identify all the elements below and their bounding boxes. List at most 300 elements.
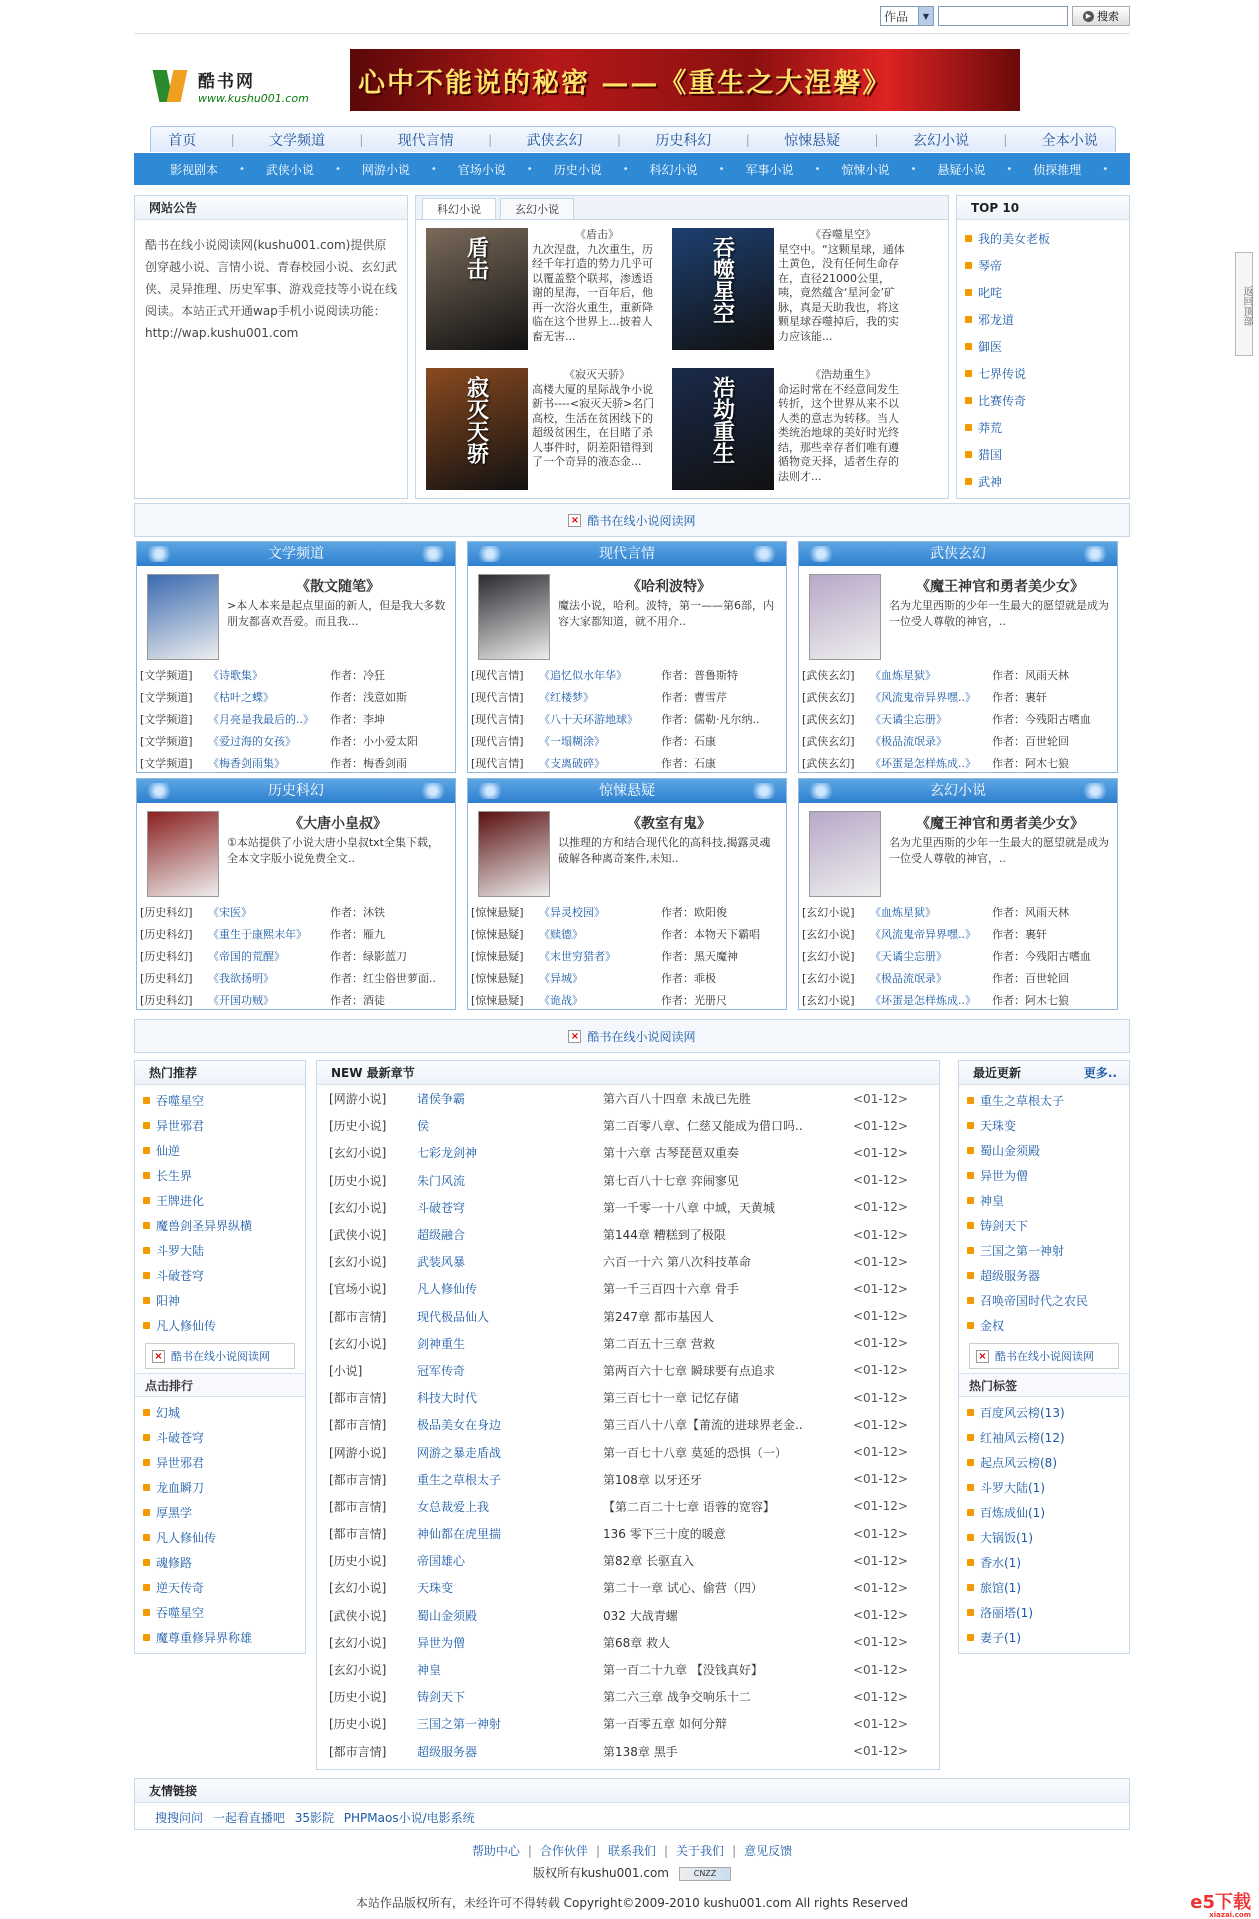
book-cover[interactable] (809, 574, 881, 660)
book-link[interactable]: 《我欲扬明》 (208, 972, 274, 985)
book-link[interactable]: 《天谲尘忘册》 (870, 713, 947, 726)
book-link[interactable]: 《异灵校园》 (539, 906, 605, 919)
hot-item-link[interactable]: 凡人修仙传 (156, 1319, 217, 1333)
book-link[interactable]: 异世为僧 (417, 1635, 466, 1650)
book-link[interactable]: 武装风暴 (417, 1255, 466, 1270)
rank-item-link[interactable]: 凡人修仙传 (156, 1531, 217, 1545)
book-link[interactable]: 七彩龙剑神 (417, 1146, 478, 1161)
book-link[interactable]: 铸剑天下 (417, 1690, 466, 1705)
recent-item[interactable] (967, 1164, 1129, 1189)
book-link[interactable]: 蜀山金须殿 (417, 1608, 478, 1623)
book-title[interactable]: 《哈利波特》 (627, 579, 711, 595)
category-label[interactable]: [惊悚悬疑] (471, 972, 524, 985)
category-label[interactable]: [玄幻小说] (802, 928, 855, 941)
tag-item[interactable] (967, 1401, 1129, 1426)
book-link[interactable]: 剑神重生 (417, 1336, 466, 1351)
rank-item-link[interactable]: 魔尊重修异界称雄 (156, 1631, 253, 1645)
recent-item[interactable] (967, 1289, 1129, 1314)
category-label[interactable]: [历史小说] (329, 1554, 387, 1569)
chapter-link[interactable]: 【第二百二十七章 语蓉的宽容】 (603, 1499, 775, 1514)
channel-title[interactable]: 现代言情 (468, 542, 786, 566)
top10-item-link[interactable]: 邪龙道 (978, 313, 1015, 327)
category-label[interactable]: [武侠玄幻] (802, 713, 855, 726)
book-link[interactable]: 《坏蛋是怎样炼成..》 (870, 994, 976, 1007)
subnav-item[interactable]: 恐 (1129, 162, 1142, 177)
top10-item[interactable] (965, 442, 1129, 469)
book-link[interactable]: 《坏蛋是怎样炼成..》 (870, 757, 976, 770)
hot-item[interactable] (143, 1289, 305, 1314)
hot-item-link[interactable]: 阳神 (156, 1294, 181, 1308)
category-label[interactable]: [小说] (329, 1363, 363, 1378)
tag-item[interactable] (967, 1626, 1129, 1651)
category-label[interactable]: [现代言情] (471, 735, 524, 748)
chapter-link[interactable]: 第二百五十三章 营救 (603, 1336, 715, 1351)
chapter-link[interactable]: 第一百零五章 如何分辩 (603, 1717, 727, 1732)
subnav-item[interactable]: 军事小说 (745, 162, 794, 177)
category-label[interactable]: [玄幻小说] (329, 1663, 387, 1678)
chapter-link[interactable]: 第两百六十七章 瞬球要有点追求 (603, 1363, 775, 1378)
hot-item[interactable] (143, 1164, 305, 1189)
category-label[interactable]: [历史科幻] (140, 972, 193, 985)
tag-item-link[interactable]: 妻子(1) (980, 1631, 1021, 1645)
chapter-link[interactable]: 第七百八十七章 弈闹寥见 (603, 1173, 739, 1188)
ad-bar[interactable]: × 酷书在线小说阅读网 (134, 503, 1130, 537)
channel-title[interactable]: 玄幻小说 (799, 779, 1117, 803)
book-link[interactable]: 《极品流氓录》 (870, 735, 947, 748)
tag-item-link[interactable]: 旅馆(1) (980, 1581, 1021, 1595)
category-label[interactable]: [武侠玄幻] (802, 691, 855, 704)
hot-item[interactable] (143, 1239, 305, 1264)
book-link[interactable]: 帝国雄心 (417, 1554, 466, 1569)
book-link[interactable]: 《枯叶之蝶》 (208, 691, 274, 704)
category-label[interactable]: [历史科幻] (140, 994, 193, 1007)
rank-item[interactable] (143, 1601, 305, 1626)
hot-item[interactable] (143, 1089, 305, 1114)
rank-item[interactable] (143, 1626, 305, 1651)
channel-title[interactable]: 文学频道 (137, 542, 455, 566)
recent-item-link[interactable]: 铸剑天下 (980, 1219, 1029, 1233)
channel-title[interactable]: 历史科幻 (137, 779, 455, 803)
book-link[interactable]: 《末世穷猎者》 (539, 950, 616, 963)
friend-link[interactable]: 搜搜问问 (155, 1811, 204, 1825)
book-link[interactable]: 三国之第一神射 (417, 1717, 502, 1732)
rank-item-link[interactable]: 厚黑学 (156, 1506, 193, 1520)
book-cover[interactable] (672, 368, 774, 490)
book-link[interactable]: 《血炼星狱》 (870, 906, 936, 919)
back-to-top[interactable]: 返回顶部 (1235, 252, 1253, 356)
book-link[interactable]: 《诗歌集》 (208, 669, 263, 682)
category-label[interactable]: [网游小说] (329, 1445, 387, 1460)
category-label[interactable]: [都市言情] (329, 1499, 387, 1514)
category-label[interactable]: [武侠玄幻] (802, 669, 855, 682)
rank-item[interactable] (143, 1451, 305, 1476)
tag-item[interactable] (967, 1451, 1129, 1476)
book-link[interactable]: 《追忆似水年华》 (539, 669, 627, 682)
footer-link[interactable]: 联系我们 (607, 1844, 656, 1858)
channel-title[interactable]: 惊悚悬疑 (468, 779, 786, 803)
chapter-link[interactable]: 第144章 糟糕到了极限 (603, 1228, 726, 1243)
feature-title[interactable]: 《盾击》 (575, 228, 619, 241)
book-link[interactable]: 《诡战》 (539, 994, 583, 1007)
nav-item[interactable]: 历史科幻 (655, 132, 712, 149)
chapter-link[interactable]: 第108章 以牙还牙 (603, 1472, 702, 1487)
friend-link[interactable]: 35影院 (294, 1811, 334, 1825)
book-link[interactable]: 现代极品仙人 (417, 1309, 490, 1324)
book-link[interactable]: 侯 (417, 1119, 430, 1134)
more-link[interactable]: 更多.. (1083, 1066, 1117, 1080)
chapter-link[interactable]: 第138章 黑手 (603, 1744, 678, 1759)
book-link[interactable]: 《风流鬼帝异界嘿..》 (870, 691, 976, 704)
category-label[interactable]: [玄幻小说] (802, 972, 855, 985)
category-label[interactable]: [惊悚悬疑] (471, 994, 524, 1007)
hot-item-link[interactable]: 仙逆 (156, 1144, 181, 1158)
recent-item-link[interactable]: 超级服务器 (980, 1269, 1041, 1283)
category-label[interactable]: [都市言情] (329, 1527, 387, 1542)
ad-small[interactable]: × 酷书在线小说阅读网 (969, 1343, 1119, 1369)
book-link[interactable]: 《天谲尘忘册》 (870, 950, 947, 963)
chapter-link[interactable]: 136 零下三十度的暖意 (603, 1527, 726, 1542)
category-label[interactable]: [玄幻小说] (802, 906, 855, 919)
book-cover[interactable] (426, 228, 528, 350)
hot-item[interactable] (143, 1264, 305, 1289)
footer-link[interactable]: 合作伙伴 (539, 1844, 588, 1858)
tag-item[interactable] (967, 1476, 1129, 1501)
book-link[interactable]: 超级融合 (417, 1228, 466, 1243)
rank-item[interactable] (143, 1401, 305, 1426)
book-link[interactable]: 凡人修仙传 (417, 1282, 478, 1297)
search-type-select[interactable]: 作品 ▼ (880, 6, 934, 26)
top10-item-link[interactable]: 比赛传奇 (978, 394, 1027, 408)
chapter-link[interactable]: 第68章 救人 (603, 1635, 671, 1650)
tag-item[interactable] (967, 1526, 1129, 1551)
tag-item-link[interactable]: 红袖风云榜(12) (980, 1431, 1065, 1445)
category-label[interactable]: [武侠小说] (329, 1608, 387, 1623)
hot-item[interactable] (143, 1314, 305, 1339)
top10-item[interactable] (965, 334, 1129, 361)
rank-item[interactable] (143, 1551, 305, 1576)
top10-item-link[interactable]: 莽荒 (978, 421, 1003, 435)
top10-item-link[interactable]: 武神 (978, 475, 1003, 489)
category-label[interactable]: [文学频道] (140, 691, 193, 704)
rank-item-link[interactable]: 逆天传奇 (156, 1581, 205, 1595)
nav-item[interactable]: 武侠玄幻 (526, 132, 583, 149)
top10-item[interactable] (965, 388, 1129, 415)
book-link[interactable]: 《八十天环游地球》 (539, 713, 638, 726)
book-link[interactable]: 诸侯争霸 (417, 1092, 466, 1107)
hot-item-link[interactable]: 异世邪君 (156, 1119, 205, 1133)
recent-item-link[interactable]: 异世为僧 (980, 1169, 1029, 1183)
subnav-item[interactable]: 官场小说 (457, 162, 506, 177)
chapter-link[interactable]: 第三百八十八章【莆流的进球界老金.. (603, 1418, 803, 1433)
recent-item-link[interactable]: 神皇 (980, 1194, 1005, 1208)
top10-item[interactable] (965, 253, 1129, 280)
hot-item[interactable] (143, 1214, 305, 1239)
subnav-item[interactable]: 惊悚小说 (841, 162, 890, 177)
top10-item-link[interactable]: 猎国 (978, 448, 1003, 462)
category-label[interactable]: [玄幻小说] (802, 950, 855, 963)
rank-item[interactable] (143, 1476, 305, 1501)
book-link[interactable]: 超级服务器 (417, 1744, 478, 1759)
channel-title[interactable]: 武侠玄幻 (799, 542, 1117, 566)
book-link[interactable]: 《帝国的荒醒》 (208, 950, 285, 963)
book-link[interactable]: 《一塌糊涂》 (539, 735, 605, 748)
recent-item-link[interactable]: 重生之草根太子 (980, 1094, 1065, 1108)
book-link[interactable]: 《支离破碎》 (539, 757, 605, 770)
recent-item[interactable] (967, 1114, 1129, 1139)
top10-item-link[interactable]: 御医 (978, 340, 1003, 354)
chapter-link[interactable]: 第三百七十一章 记忆存储 (603, 1391, 739, 1406)
feature-tab[interactable]: 科幻小说 (422, 198, 496, 219)
book-link[interactable]: 《重生于康熙末年》 (208, 928, 307, 941)
chapter-link[interactable]: 第一百二十九章 【没钱真好】 (603, 1663, 763, 1678)
book-link[interactable]: 极品美女在身边 (417, 1418, 502, 1433)
category-label[interactable]: [玄幻小说] (329, 1200, 387, 1215)
recent-item[interactable] (967, 1214, 1129, 1239)
search-button[interactable]: ▶ 搜索 (1072, 6, 1130, 26)
chapter-link[interactable]: 032 大战青螺 (603, 1608, 678, 1623)
recent-item-link[interactable]: 天珠变 (980, 1119, 1017, 1133)
category-label[interactable]: [历史科幻] (140, 928, 193, 941)
top10-item[interactable] (965, 226, 1129, 253)
category-label[interactable]: [都市言情] (329, 1418, 387, 1433)
feature-item[interactable] (672, 228, 904, 362)
nav-item[interactable]: 玄幻小说 (912, 132, 969, 149)
top10-item[interactable] (965, 415, 1129, 442)
category-label[interactable]: [武侠小说] (329, 1228, 387, 1243)
book-link[interactable]: 天珠变 (417, 1581, 454, 1596)
chapter-link[interactable]: 第247章 都市基因人 (603, 1309, 714, 1324)
category-label[interactable]: [历史科幻] (140, 950, 193, 963)
subnav-item[interactable]: 侦探推理 (1033, 162, 1082, 177)
nav-item[interactable]: 现代言情 (397, 132, 454, 149)
book-link[interactable]: 《梅香剑雨集》 (208, 757, 285, 770)
friend-link[interactable]: PHPMaos小说/电影系统 (343, 1811, 475, 1825)
category-label[interactable]: [都市言情] (329, 1472, 387, 1487)
nav-item[interactable]: 全本小说 (1041, 132, 1098, 149)
tag-item-link[interactable]: 百炼成仙(1) (980, 1506, 1045, 1520)
rank-item-link[interactable]: 吞噬星空 (156, 1606, 205, 1620)
chapter-link[interactable]: 第一千零一十八章 中域，天黄城 (603, 1200, 775, 1215)
rank-item[interactable] (143, 1526, 305, 1551)
hot-item[interactable] (143, 1114, 305, 1139)
book-link[interactable]: 神仙都在虎里揣 (417, 1527, 502, 1542)
category-label[interactable]: [文学频道] (140, 713, 193, 726)
category-label[interactable]: [历史小说] (329, 1119, 387, 1134)
chapter-link[interactable]: 第二百零八章、仁慈又能成为借口吗.. (603, 1119, 803, 1134)
top-banner[interactable]: 心中不能说的秘密 ——《重生之大涅磐》 (350, 49, 1020, 111)
tag-item-link[interactable]: 香水(1) (980, 1556, 1021, 1570)
feature-item[interactable] (426, 228, 658, 362)
rank-item-link[interactable]: 幻城 (156, 1406, 181, 1420)
feature-title[interactable]: 《寂灭天骄》 (564, 368, 630, 381)
chapter-link[interactable]: 六百一十六 第八次科技革命 (603, 1255, 751, 1270)
rank-item-link[interactable]: 魂修路 (156, 1556, 193, 1570)
rank-item-link[interactable]: 异世邪君 (156, 1456, 205, 1470)
footer-link[interactable]: 意见反馈 (744, 1844, 793, 1858)
tag-item-link[interactable]: 百度风云榜(13) (980, 1406, 1065, 1420)
search-input[interactable] (938, 6, 1068, 26)
hot-item[interactable] (143, 1139, 305, 1164)
chapter-link[interactable]: 第一百七十八章 莫延的恐惧（一） (603, 1445, 787, 1460)
book-cover[interactable] (672, 228, 774, 350)
recent-item-link[interactable]: 三国之第一神射 (980, 1244, 1065, 1258)
top10-item-link[interactable]: 叱咤 (978, 286, 1003, 300)
top10-item[interactable] (965, 361, 1129, 388)
chapter-link[interactable]: 第二六三章 战争交响乐十二 (603, 1690, 751, 1705)
subnav-item[interactable]: 悬疑小说 (937, 162, 986, 177)
footer-link[interactable]: 帮助中心 (471, 1844, 520, 1858)
category-label[interactable]: [玄幻小说] (802, 994, 855, 1007)
feature-title[interactable]: 《浩劫重生》 (810, 368, 876, 381)
category-label[interactable]: [玄幻小说] (329, 1146, 387, 1161)
category-label[interactable]: [文学频道] (140, 735, 193, 748)
recent-item-link[interactable]: 金权 (980, 1319, 1005, 1333)
hot-item-link[interactable]: 长生界 (156, 1169, 193, 1183)
book-link[interactable]: 《赎德》 (539, 928, 583, 941)
book-link[interactable]: 《爱过海的女孩》 (208, 735, 296, 748)
book-cover[interactable] (478, 574, 550, 660)
subnav-item[interactable]: 武侠小说 (265, 162, 314, 177)
subnav-item[interactable]: 历史小说 (553, 162, 602, 177)
friend-link[interactable]: 一起看直播吧 (212, 1811, 285, 1825)
recent-item[interactable] (967, 1089, 1129, 1114)
category-label[interactable]: [都市言情] (329, 1391, 387, 1406)
rank-item-link[interactable]: 斗破苍穹 (156, 1431, 205, 1445)
hot-item-link[interactable]: 王牌进化 (156, 1194, 205, 1208)
book-link[interactable]: 朱门风流 (417, 1173, 466, 1188)
category-label[interactable]: [现代言情] (471, 757, 524, 770)
tag-item[interactable] (967, 1426, 1129, 1451)
book-title[interactable]: 《大唐小皇叔》 (289, 816, 387, 832)
book-link[interactable]: 女总裁爱上我 (417, 1499, 490, 1514)
hot-item-link[interactable]: 斗破苍穹 (156, 1269, 205, 1283)
tag-item-link[interactable]: 斗罗大陆(1) (980, 1481, 1045, 1495)
category-label[interactable]: [文学频道] (140, 757, 193, 770)
category-label[interactable]: [历史小说] (329, 1717, 387, 1732)
category-label[interactable]: [惊悚悬疑] (471, 906, 524, 919)
nav-item[interactable]: 首页 (168, 132, 197, 149)
nav-item[interactable]: 文学频道 (268, 132, 325, 149)
rank-item-link[interactable]: 龙血瞬刀 (156, 1481, 205, 1495)
top10-item-link[interactable]: 琴帝 (978, 259, 1003, 273)
book-link[interactable]: 《宋医》 (208, 906, 252, 919)
feature-item[interactable] (672, 368, 904, 502)
recent-item[interactable] (967, 1139, 1129, 1164)
book-link[interactable]: 《血炼星狱》 (870, 669, 936, 682)
feature-tab[interactable]: 玄幻小说 (500, 198, 574, 219)
top10-item[interactable] (965, 280, 1129, 307)
tag-item-link[interactable]: 起点风云榜(8) (980, 1456, 1057, 1470)
book-link[interactable]: 斗破苍穹 (417, 1200, 466, 1215)
chapter-link[interactable]: 第一千三百四十六章 骨手 (603, 1282, 739, 1297)
hot-item-link[interactable]: 斗罗大陆 (156, 1244, 205, 1258)
book-link[interactable]: 《异城》 (539, 972, 583, 985)
book-cover[interactable] (147, 574, 219, 660)
top10-item[interactable] (965, 307, 1129, 334)
footer-link[interactable]: 关于我们 (676, 1844, 725, 1858)
recent-item[interactable] (967, 1239, 1129, 1264)
top10-item-link[interactable]: 我的美女老板 (978, 232, 1051, 246)
book-cover[interactable] (478, 811, 550, 897)
category-label[interactable]: [历史小说] (329, 1173, 387, 1188)
subnav-item[interactable]: 影视剧本 (170, 162, 219, 177)
recent-item[interactable] (967, 1264, 1129, 1289)
chapter-link[interactable]: 第六百八十四章 未战已先胜 (603, 1092, 751, 1107)
hot-item-link[interactable]: 魔兽剑圣异界纵横 (156, 1219, 253, 1233)
chapter-link[interactable]: 第二十一章 试心、偷营（四） (603, 1581, 763, 1596)
category-label[interactable]: [现代言情] (471, 713, 524, 726)
subnav-item[interactable]: 网游小说 (361, 162, 410, 177)
category-label[interactable]: [武侠玄幻] (802, 735, 855, 748)
tag-item[interactable] (967, 1551, 1129, 1576)
category-label[interactable]: [现代言情] (471, 691, 524, 704)
category-label[interactable]: [官场小说] (329, 1282, 387, 1297)
book-link[interactable]: 神皇 (417, 1663, 442, 1678)
book-link[interactable]: 《月亮是我最后的..》 (208, 713, 314, 726)
book-link[interactable]: 《极品流氓录》 (870, 972, 947, 985)
chapter-link[interactable]: 第十六章 古琴琵琶双重奏 (603, 1146, 739, 1161)
category-label[interactable]: [都市言情] (329, 1744, 387, 1759)
book-title[interactable]: 《魔王神官和勇者美少女》 (916, 816, 1084, 832)
book-link[interactable]: 《风流鬼帝异界嘿..》 (870, 928, 976, 941)
book-link[interactable]: 科技大时代 (417, 1391, 478, 1406)
hot-item[interactable] (143, 1189, 305, 1214)
feature-item[interactable] (426, 368, 658, 502)
chapter-link[interactable]: 第82章 长驱直入 (603, 1554, 695, 1569)
category-label[interactable]: [玄幻小说] (329, 1581, 387, 1596)
rank-item[interactable] (143, 1426, 305, 1451)
category-label[interactable]: [玄幻小说] (329, 1635, 387, 1650)
category-label[interactable]: [都市言情] (329, 1309, 387, 1324)
book-link[interactable]: 《开国功贼》 (208, 994, 274, 1007)
book-title[interactable]: 《教室有鬼》 (627, 816, 711, 832)
category-label[interactable]: [现代言情] (471, 669, 524, 682)
top10-item-link[interactable]: 七界传说 (978, 367, 1027, 381)
subnav-item[interactable]: 科幻小说 (649, 162, 698, 177)
feature-title[interactable]: 《吞噬星空》 (810, 228, 876, 241)
book-link[interactable]: 《红楼梦》 (539, 691, 594, 704)
category-label[interactable]: [文学频道] (140, 669, 193, 682)
book-cover[interactable] (147, 811, 219, 897)
category-label[interactable]: [历史科幻] (140, 906, 193, 919)
book-title[interactable]: 《魔王神官和勇者美少女》 (916, 579, 1084, 595)
category-label[interactable]: [惊悚悬疑] (471, 928, 524, 941)
site-logo[interactable] (152, 58, 312, 114)
category-label[interactable]: [惊悚悬疑] (471, 950, 524, 963)
rank-item[interactable] (143, 1576, 305, 1601)
category-label[interactable]: [网游小说] (329, 1092, 387, 1107)
category-label[interactable]: [玄幻小说] (329, 1336, 387, 1351)
category-label[interactable]: [玄幻小说] (329, 1255, 387, 1270)
ad-small[interactable]: × 酷书在线小说阅读网 (145, 1343, 295, 1369)
book-link[interactable]: 冠军传奇 (417, 1363, 466, 1378)
cnzz-badge[interactable]: CNZZ (679, 1867, 731, 1881)
hot-item-link[interactable]: 吞噬星空 (156, 1094, 205, 1108)
top10-item[interactable] (965, 469, 1129, 496)
rank-item[interactable] (143, 1501, 305, 1526)
ad-bar[interactable]: × 酷书在线小说阅读网 (134, 1019, 1130, 1053)
book-link[interactable]: 网游之暴走盾战 (417, 1445, 502, 1460)
tag-item[interactable] (967, 1601, 1129, 1626)
recent-item-link[interactable]: 召唤帝国时代之农民 (980, 1294, 1089, 1308)
recent-item[interactable] (967, 1314, 1129, 1339)
category-label[interactable]: [武侠玄幻] (802, 757, 855, 770)
recent-item[interactable] (967, 1189, 1129, 1214)
recent-item-link[interactable]: 蜀山金须殿 (980, 1144, 1041, 1158)
nav-item[interactable]: 惊悚悬疑 (784, 132, 841, 149)
book-link[interactable]: 重生之草根太子 (417, 1472, 502, 1487)
tag-item-link[interactable]: 大锅饭(1) (980, 1531, 1033, 1545)
